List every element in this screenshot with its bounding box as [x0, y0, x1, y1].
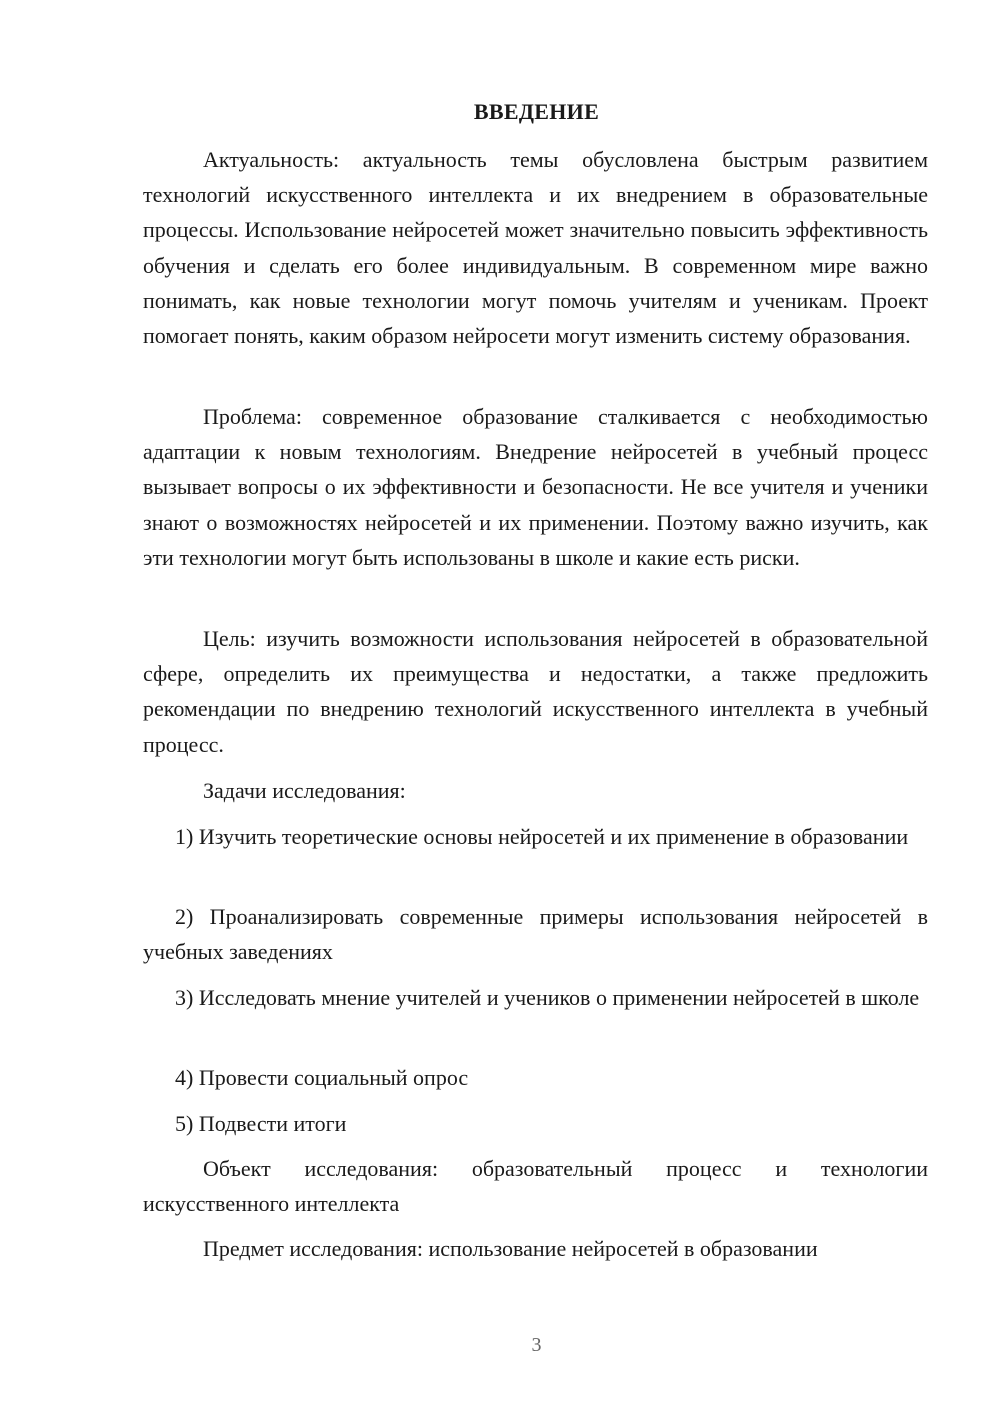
paragraph-goal: Цель: изучить возможности использования нейросетей в образовательной сфере, определить их преимущества и недостатки, а также предложить рекомендации по внедрению технологий искусственного интеллекта в учебный процесс. [143, 626, 928, 757]
paragraph-subject: Предмет исследования: использование нейросетей в образовании [203, 1236, 818, 1261]
tasks-heading: Задачи исследования: [203, 778, 406, 803]
task-item: 2) Проанализировать современные примеры использования нейросетей в учебных заведениях [143, 904, 928, 965]
paragraph-relevance: Актуальность: актуальность темы обусловлена быстрым развитием технологий искусственного интеллекта и их внедрением в образовательные процессы. Использование нейросетей может значительно повысить эффективность обучения и сделать его более индивидуальным. В современном мире важно понимать, как новые технологии могут помочь учителям и ученикам. Проект помогает понять, каким образом нейросети могут изменить систему образования. [143, 147, 928, 349]
page-number: 3 [531, 1334, 542, 1356]
section-title: ВВЕДЕНИЕ [473, 99, 600, 124]
task-item: 5) Подвести итоги [175, 1111, 347, 1136]
paragraph-object: Объект исследования: образовательный процесс и технологии искусственного интеллекта [143, 1156, 928, 1217]
task-item: 1) Изучить теоретические основы нейросетей и их применение в образовании [175, 824, 909, 849]
paragraph-problem: Проблема: современное образование сталкивается с необходимостью адаптации к новым технологиям. Внедрение нейросетей в учебный процесс вызывает вопросы о их эффективности и безопасности. Не все учителя и ученики знают о возможностях нейросетей и их применении. Поэтому важно изучить, как эти технологии могут быть использованы в школе и какие есть риски. [143, 404, 928, 570]
task-item: 4) Провести социальный опрос [175, 1065, 469, 1090]
task-item: 3) Исследовать мнение учителей и учеников о применении нейросетей в школе [175, 985, 920, 1010]
